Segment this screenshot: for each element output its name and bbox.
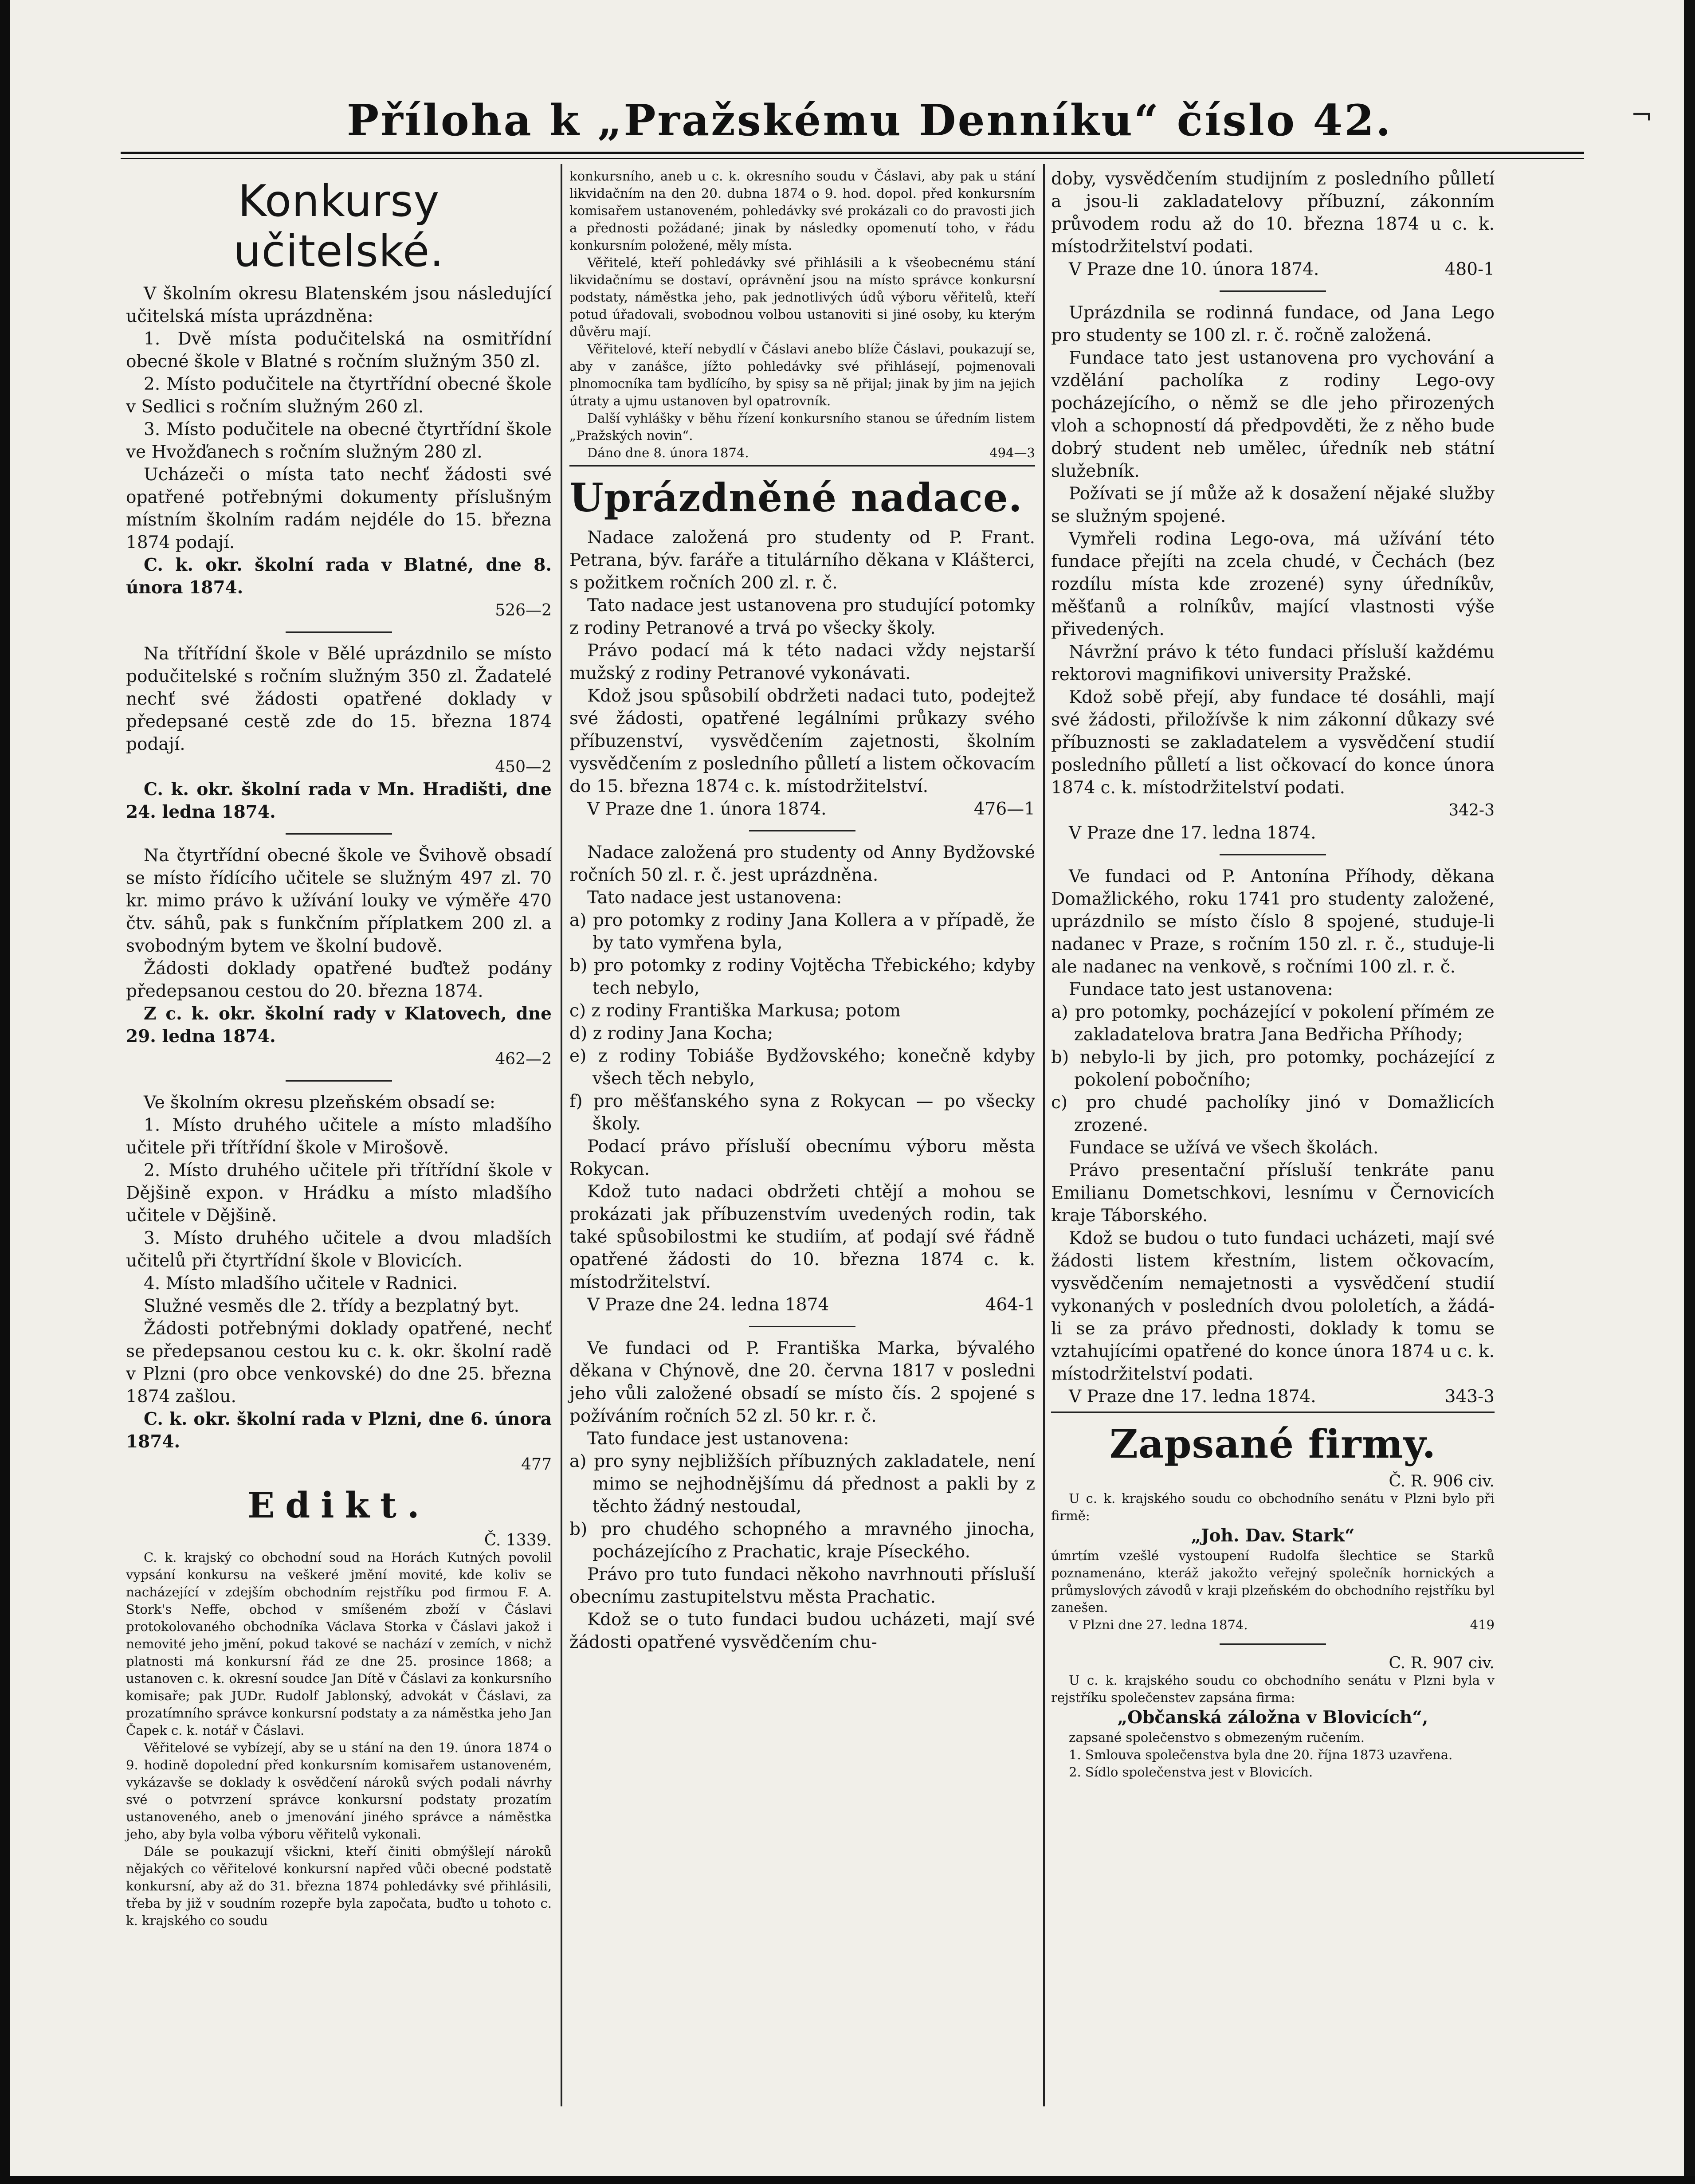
paragraph: Kdož sobě přejí, aby fundace té dosáhli, mají své žádosti, přiložívše k nim zákonní důkazy své příbuznosti se zakladatelem a vysvědčení studií posledního půlletí a list očkovací do konce února 1874 c. k. místodržitelství podati.	[1051, 687, 1495, 798]
list-item: e) z rodiny Tobiáše Bydžovského; konečně kdyby všech těch nebylo,	[569, 1046, 1035, 1089]
paragraph: Návržní právo k této fundaci přísluší každému rektorovi magnifikovi university Pražské.	[1051, 642, 1495, 685]
small-paragraph: 2. Sídlo společenstva jest v Blovicích.	[1069, 1764, 1313, 1780]
paragraph: Kdož tuto nadaci obdržeti chtějí a mohou se prokázati jak příbuzenstvím uvedených rodin, tak také spůsobilostmi ke studiím, ať podají své řádně opatřené žádosti do 10. března 1874 c. k. místodržitelství.	[569, 1182, 1035, 1293]
paragraph: Nadace založená pro studenty od Anny Bydžovské ročních 50 zl. r. č. jest uprázdněna.	[569, 843, 1035, 886]
paragraph: Podací právo přísluší obecnímu výboru města Rokycan.	[569, 1137, 1035, 1180]
reference-number: 343-3	[1444, 1387, 1495, 1407]
paragraph: Na čtyrtřídní obecné škole ve Švihově obsadí se místo řídícího učitele se služným 497 zl. 70 kr. mimo právo k užívání louky ve výměře 470 čtv. sáhů, pak s funkčním příplatkem 200 zl. a svobodným bytem ve školní budově.	[126, 846, 552, 957]
date-line	[569, 444, 1035, 462]
separator	[286, 833, 392, 835]
date-text: V Praze dne 1. února 1874.	[587, 799, 827, 819]
margin-mark: ¬	[1630, 100, 1653, 131]
date-line	[569, 798, 1035, 820]
separator	[1051, 1412, 1495, 1413]
reference-number: 462—2	[495, 1050, 552, 1069]
paragraph: Kdož se o tuto fundaci budou ucházeti, mají své žádosti opatřené vysvědčením chu-	[569, 1610, 1035, 1653]
list-item: a) pro syny nejbližších příbuzných zakladatele, není mimo se nejhodnějšímu dá přednost a pakli by z těchto žádný nestoudal,	[569, 1451, 1035, 1517]
masthead-rule-thick	[121, 152, 1584, 154]
paragraph: 4. Místo mladšího učitele v Radnici.	[144, 1274, 458, 1294]
paragraph: Žádosti doklady opatřené buďtež podány předepsanou cestou do 20. března 1874.	[126, 959, 552, 1002]
separator	[749, 830, 855, 831]
small-paragraph: Další vyhlášky v běhu řízení konkursního stanou se úředním listem „Pražských novin“.	[569, 411, 1035, 443]
masthead: Příloha k „Pražskému Denníku“ číslo 42.	[347, 95, 1393, 145]
paragraph: Tato nadace jest ustanovena pro studující potomky z rodiny Petranové a trvá po všecky školy.	[569, 596, 1035, 639]
small-paragraph: 1. Smlouva společenstva byla dne 20. října 1873 uzavřena.	[1069, 1747, 1453, 1763]
signature: C. k. okr. školní rada v Blatné, dne 8. února 1874.	[126, 555, 552, 598]
edikt-number: Č. 1339.	[484, 1531, 552, 1550]
section-heading-edikt: Edikt.	[247, 1484, 430, 1526]
paragraph: 2. Místo druhého učitele při třítřídní škole v Dějšině expon. v Hrádku a místo mladšího učitele v Dějšině.	[126, 1161, 552, 1226]
section-heading-nadace: Uprázdněné nadace.	[569, 474, 1023, 521]
signature: Z c. k. okr. školní rady v Klatovech, dne 29. ledna 1874.	[126, 1004, 552, 1047]
reference-number: 477	[521, 1455, 552, 1474]
separator	[286, 631, 392, 633]
list-item: c) pro chudé pacholíky jinó v Domažlicích zrozené.	[1051, 1093, 1495, 1135]
list-item: a) pro potomky, pocházející v pokolení přímém ze zakladatelova bratra Jana Bedřicha Příhody;	[1051, 1002, 1495, 1045]
paragraph: 1. Místo druhého učitele a místo mladšího učitele při třítřídní škole v Mirošově.	[126, 1115, 552, 1158]
paragraph: Požívati se jí může až k dosažení nějaké služby se služným spojené.	[1051, 484, 1495, 526]
section-heading-konkursy: Konkursy učitelské.	[233, 176, 444, 277]
paragraph: Fundace tato jest ustanovena pro vychování a vzdělání pacholíka z rodiny Lego-ovy pocházejícího, o němž se dle jeho přirozených vloh a schopností dá předpovděti, že z něho bude dobrý student neb umělec, úředník neb státní služebník.	[1051, 348, 1495, 481]
separator	[1220, 1643, 1326, 1645]
paragraph: Kdož jsou spůsobilí obdržeti nadaci tuto, podejtež své žádosti, opatřené legálními průkazy svého příbuzenství, vysvědčením zajetnosti, školním vysvědčením z posledního půlletí a listem očkovacím do 15. března 1874 c. k. místodržitelství.	[569, 686, 1035, 797]
paragraph: Fundace se užívá ve všech školách.	[1069, 1138, 1379, 1158]
scan-border-right	[1684, 0, 1695, 2184]
small-paragraph: konkursního, aneb u c. k. okresního soudu v Čáslavi, aby pak u stání likvidačním na den 20. dubna 1874 o 9. hod. dopol. před konkursním komisařem ustanoveném, pohledávky své prokázali co do pravosti jich a přednosti požádané; jinak by následky opomenutí toho, v řádu konkursním položené, měly místa.	[569, 169, 1035, 253]
newspaper-page	[10, 0, 1684, 2184]
paragraph: Ve fundaci od P. Františka Marka, bývalého děkana v Chýnově, dne 20. června 1817 v posledni jeho vůli založené obsadí se místo čís. 2 spojené s požíváním ročních 52 zl. 50 kr. r. č.	[569, 1338, 1035, 1427]
reference-number: 526—2	[495, 601, 552, 620]
separator	[1220, 854, 1326, 855]
reference-number: 419	[1470, 1617, 1495, 1633]
list-item: a) pro potomky z rodiny Jana Kollera a v případě, že by tato vymřena byla,	[569, 910, 1035, 953]
paragraph: Na třítřídní škole v Bělé uprázdnilo se místo podučitelské s ročním služným 350 zl. Žadatelé nechť své žádosti opatřené doklady v předepsané cestě zde do 15. března 1874 podají.	[126, 644, 552, 755]
paragraph: Ve fundaci od P. Antonína Příhody, děkana Domažlického, roku 1741 pro studenty založené, uprázdnilo se místo číslo 8 spojené, studuje-li nadanec v Praze, s ročním 150 zl. r. č., studuje-li ale nadanec na venkově, s ročními 100 zl. r. č.	[1051, 867, 1495, 977]
firm-number: Č. R. 906 civ.	[1389, 1472, 1495, 1491]
list-item: b) pro potomky z rodiny Vojtěcha Třebického; kdyby tech nebylo,	[569, 956, 1035, 999]
small-paragraph: Věřitelové se vybízejí, aby se u stání na den 19. února 1874 o 9. hodině dopolední před konkursním komisařem ustanoveném, vykázavše se doklady k osvědčení nároků svých podali návrhy své o potvrzení správce konkursní podstaty prozatím ustanoveného, aneb o jmenování jiného správce a náměstka jeho, aby byla volba výboru věřitelů vykonali.	[126, 1740, 552, 1842]
small-paragraph: C. k. krajský co obchodní soud na Horách Kutných povolil vypsání konkursu na veškeré jmění movité, kde koliv se nacházející v zdejším obchodním rejstříku pod firmou F. A. Stork's Neffe, obchod v smíšeném zboží v Čáslavi protokolovaného obchodníka Václava Storka v Čáslavi jakož i nemovité jeho jmění, pokud takové se nachází v zemích, v nichž platnosti má konkursní řád ze dne 25. prosince 1868; a ustanoven c. k. okresní soudce Jan Dítě v Čáslavi za konkursního komisaře; pak JUDr. Rudolf Jablonský, advokát v Čáslavi, za prozatímního správce konkursní podstaty a za náměstka jeho Jan Čapek c. k. notář v Čáslavi.	[126, 1550, 552, 1738]
column-2	[569, 168, 1035, 1654]
list-item: d) z rodiny Jana Kocha;	[569, 1023, 773, 1044]
date-text: V Praze dne 17. ledna 1874.	[1069, 823, 1316, 843]
section-heading-firmy: Zapsané firmy.	[1109, 1421, 1436, 1467]
separator	[569, 465, 1035, 467]
paragraph: V školním okresu Blatenském jsou následující učitelská místa uprázdněna:	[126, 284, 552, 327]
small-paragraph: U c. k. krajského soudu co obchodního senátu v Plzni bylo při firmě:	[1051, 1491, 1495, 1524]
paragraph: Vymřeli rodina Lego-ova, má užívání této fundace přejíti na zcela chudé, v Čechách (bez rozdílu místa kde zrozené) syny úředníkův, měšťanů a rolníkův, mající vlastnosti výše přivedených.	[1051, 529, 1495, 639]
paragraph: Tato nadace jest ustanovena:	[587, 888, 842, 908]
list-item: b) nebylo-li by jich, pro potomky, pocházející z pokolení pobočního;	[1051, 1047, 1495, 1090]
small-paragraph: zapsané společenstvo s obmezeným ručením.	[1069, 1730, 1365, 1745]
date-text: V Praze dne 17. ledna 1874.	[1069, 1387, 1316, 1407]
paragraph: Tato fundace jest ustanovena:	[587, 1429, 849, 1449]
list-item: f) pro měšťanského syna z Rokycan — po všecky školy.	[569, 1091, 1035, 1134]
scan-border-left	[0, 0, 10, 2184]
paragraph: Právo podací má k této nadaci vždy nejstarší mužský z rodiny Petranové vykonávati.	[569, 641, 1035, 684]
small-paragraph: U c. k. krajského soudu co obchodního senátu v Plzni byla v rejstříku společenstev zapsána firma:	[1051, 1673, 1495, 1706]
separator	[286, 1080, 392, 1082]
paragraph: Žádosti potřebnými doklady opatřené, nechť se předepsanou cestou ku c. k. okr. školní radě v Plzni (pro obce venkovské) do dne 25. března 1874 zašlou.	[126, 1319, 552, 1407]
paragraph: doby, vysvědčením studijním z posledního půlletí a jsou-li zakladatelovy příbuzní, zákonním průvodem rodu až do 10. března 1874 u c. k. místodržitelství podati.	[1051, 169, 1495, 257]
reference-number: 450—2	[495, 758, 552, 776]
firm-number: C. R. 907 civ.	[1389, 1654, 1495, 1673]
signature: C. k. okr. školní rada v Mn. Hradišti, dne 24. ledna 1874.	[126, 779, 552, 823]
date-line	[1051, 1385, 1495, 1408]
list-item: b) pro chudého schopného a mravného jinocha, pocházejícího z Prachatic, kraje Píseckého.	[569, 1519, 1035, 1562]
paragraph: 3. Místo druhého učitele a dvou mladších učitelů při čtyrtřídní škole v Blovicích.	[126, 1228, 552, 1271]
small-paragraph: Věřitelé, kteří pohledávky své přihlásili a k všeobecnému stání likvidačnímu se dostaví, oprávnění jsou na místo správce konkursní podstaty, náměstka jeho, pak jednotlivých údů výboru věřitelů, kteří potud úřadovali, svobodnou volbou ustanoviti si jiné osoby, ku kterým důvěru mají.	[569, 255, 1035, 339]
paragraph: Kdož se budou o tuto fundaci ucházeti, mají své žádosti listem křestním, listem očkovacím, vysvědčením nemajetnosti a vysvědčení studií vykonaných v posledních dvou pololetích, a žádá-li se za právo přednosti, doklady k tomu se vztahujícími opatřené do konce února 1874 u c. k. místodržitelství podati.	[1051, 1228, 1495, 1384]
small-paragraph: Věřitelové, kteří nebydlí v Čáslavi anebo blíže Čáslavi, poukazují se, aby v zanášce, jížto pohledávky své přihlásejí, pojmenovali plnomocníka tam bydlícího, by spisy sa ně přijal; jinak by jim na jejich útraty a ujmu ustanoven byl opatrovník.	[569, 341, 1035, 408]
paragraph: Ucházeči o místa tato nechť žádosti své opatřené potřebnými dokumenty příslušným místním školním radám nejdéle do 15. března 1874 podají.	[126, 465, 552, 553]
signature: C. k. okr. školní rada v Plzni, dne 6. února 1874.	[126, 1409, 552, 1452]
paragraph: Ve školním okresu plzeňském obsadí se:	[144, 1093, 496, 1113]
column-1	[126, 168, 552, 1929]
paragraph: 3. Místo podučitele na obecné čtyrtřídní škole ve Hvožďanech s ročním služným 280 zl.	[126, 420, 552, 463]
date-line	[569, 1294, 1035, 1316]
date-text: V Plzni dne 27. ledna 1874.	[1069, 1617, 1248, 1633]
date-text: V Praze dne 10. února 1874.	[1069, 259, 1319, 279]
date-text: Dáno dne 8. února 1874.	[587, 445, 749, 460]
separator	[749, 1326, 855, 1327]
firm-name: „Joh. Dav. Stark“	[1191, 1525, 1355, 1546]
date-line	[1051, 258, 1495, 281]
paragraph: Uprázdnila se rodinná fundace, od Jana Lego pro studenty se 100 zl. r. č. ročně založená.	[1051, 303, 1495, 345]
masthead-rule-thin	[121, 158, 1584, 159]
reference-number: 342-3	[1448, 801, 1495, 819]
reference-number: 464-1	[985, 1295, 1035, 1315]
separator	[1220, 290, 1326, 292]
reference-number: 494—3	[989, 445, 1035, 460]
reference-number: 476—1	[973, 799, 1035, 819]
small-paragraph: Dále se poukazují všickni, kteří činiti obmýšlejí nároků nějakých co věřitelové konkursní napřed vůči obecné podstatě konkursní, aby až do 31. března 1874 pohledávky své přihlásili, třeba by již v soudním rozepře byla započata, buďto u tohoto c. k. krajského co soudu	[126, 1844, 552, 1929]
paragraph: Služné vesměs dle 2. třídy a bezplatný byt.	[144, 1296, 519, 1317]
column-divider-2	[1043, 164, 1045, 2106]
paragraph: Právo presentační přísluší tenkráte panu Emilianu Dometschkovi, lesnímu v Černovicích kraje Táborského.	[1051, 1161, 1495, 1226]
date-line	[1051, 1616, 1495, 1634]
paragraph: Nadace založená pro studenty od P. Frant. Petrana, býv. faráře a titulárního děkana v Klášterci, s požitkem ročních 200 zl. r. č.	[569, 528, 1035, 593]
paragraph: Právo pro tuto fundaci někoho navrhnouti přísluší obecnímu zastupitelstvu města Prachatic.	[569, 1564, 1035, 1608]
column-3	[1051, 168, 1495, 1781]
list-item: c) z rodiny Františka Markusa; potom	[569, 1001, 901, 1021]
paragraph: 2. Místo podučitele na čtyrtřídní obecné škole v Sedlici s ročním služným 260 zl.	[126, 374, 552, 417]
scan-border-bottom	[0, 2176, 1695, 2184]
reference-number: 480-1	[1444, 259, 1495, 279]
paragraph: 1. Dvě místa podučitelská na osmitřídní obecné škole v Blatné s ročním služným 350 zl.	[126, 329, 552, 372]
small-paragraph: úmrtím vzešlé vystoupení Rudolfa šlechtice se Starků poznamenáno, kteráž jakožto veřejný společník hornických a průmyslových závodů v kraji plzeňském do obchodního rejstříku byl zanešen.	[1051, 1548, 1495, 1615]
firm-name: „Občanská záložna v Blovicích“,	[1117, 1707, 1428, 1728]
paragraph: Fundace tato jest ustanovena:	[1069, 980, 1333, 1000]
column-divider-1	[561, 164, 562, 2106]
date-text: V Praze dne 24. ledna 1874	[587, 1295, 829, 1315]
